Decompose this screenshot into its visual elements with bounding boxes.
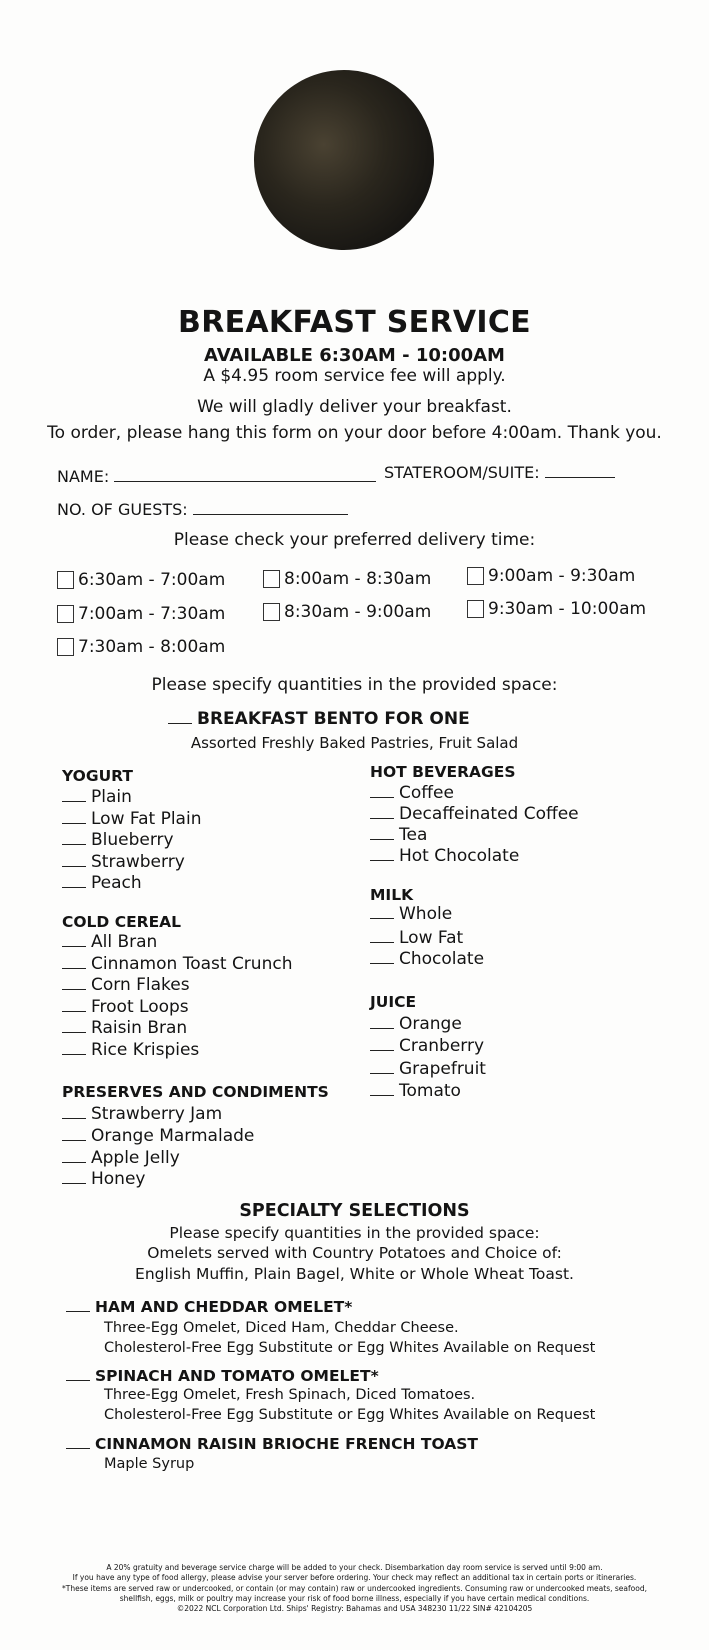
item-note: Cholesterol-Free Egg Substitute or Egg Whites Available on Request	[104, 1407, 596, 1423]
menu-item[interactable]: Rice Krispies	[62, 1040, 199, 1060]
guests-label: NO. OF GUESTS:	[57, 500, 188, 519]
slot-930-1000[interactable]: 9:30am - 10:00am	[467, 599, 646, 619]
specialty-sides: Omelets served with Country Potatoes and Choice of:	[147, 1244, 562, 1262]
quantity-blank[interactable]	[62, 830, 86, 845]
delivery-prompt: Please check your preferred delivery time:	[173, 530, 536, 550]
order-instructions: To order, please hang this form on your door before 4:00am. Thank you.	[47, 423, 662, 443]
category-milk: MILK	[370, 886, 414, 904]
menu-item[interactable]: Tomato	[370, 1081, 461, 1101]
menu-item[interactable]: Whole	[370, 904, 452, 924]
quantity-blank[interactable]	[370, 825, 394, 840]
checkbox[interactable]	[263, 570, 280, 588]
menu-item[interactable]: Hot Chocolate	[370, 846, 519, 866]
slot-730-800[interactable]: 7:30am - 8:00am	[57, 637, 225, 657]
menu-item[interactable]: Low Fat Plain	[62, 809, 201, 829]
menu-item[interactable]: Orange Marmalade	[62, 1126, 254, 1146]
fee-notice: A $4.95 room service fee will apply.	[203, 366, 506, 386]
stateroom-line[interactable]	[545, 463, 615, 478]
bento-item[interactable]: BREAKFAST BENTO FOR ONE	[168, 709, 470, 729]
checkbox[interactable]	[263, 603, 280, 621]
fine-print: A 20% gratuity and beverage service charge will be added to your check. Disembarkation day room service is served until 9:00 am. If you have any type of food allergy, please advise your server before ordering. Your check may reflect an additional tax in certain ports or itineraries. *These items are served raw or undercooked, or contain (or may contain) raw or undercooked ingredients. Consuming raw or undercooked meats, seafood, shellfish, eggs, milk or poultry may increase your risk of food borne illness, especially if you have certain medical conditions. ©2022 NCL Corporation Ltd. Ships' Registry: Bahamas and USA 348230 11/22 SIN# 42104205	[62, 1563, 647, 1614]
menu-item[interactable]: Honey	[62, 1169, 145, 1189]
slot-800-830[interactable]: 8:00am - 8:30am	[263, 569, 431, 589]
specialty-item[interactable]: CINNAMON RAISIN BRIOCHE FRENCH TOAST	[66, 1434, 478, 1453]
quantity-blank[interactable]	[370, 804, 394, 819]
category-hot-beverages: HOT BEVERAGES	[370, 763, 516, 781]
quantity-blank[interactable]	[370, 949, 394, 964]
quantity-blank[interactable]	[370, 783, 394, 798]
menu-item[interactable]: Tea	[370, 825, 427, 845]
delivery-notice: We will gladly deliver your breakfast.	[197, 397, 512, 417]
quantity-blank[interactable]	[168, 709, 192, 724]
menu-item[interactable]: Blueberry	[62, 830, 174, 850]
menu-item[interactable]: Apple Jelly	[62, 1148, 180, 1168]
stateroom-label: STATEROOM/SUITE:	[384, 463, 540, 482]
specialty-item[interactable]: SPINACH AND TOMATO OMELET*	[66, 1366, 379, 1385]
quantity-blank[interactable]	[62, 954, 86, 969]
logo-emblem	[242, 58, 445, 261]
item-note: Cholesterol-Free Egg Substitute or Egg Whites Available on Request	[104, 1340, 596, 1356]
specialty-prompt: Please specify quantities in the provided space:	[169, 1224, 540, 1242]
specialty-item[interactable]: HAM AND CHEDDAR OMELET*	[66, 1297, 352, 1316]
quantity-blank[interactable]	[370, 928, 394, 943]
menu-item[interactable]: Low Fat	[370, 928, 463, 948]
menu-item[interactable]: Cranberry	[370, 1036, 484, 1056]
bento-description: Assorted Freshly Baked Pastries, Fruit Salad	[190, 734, 519, 752]
specialty-title: SPECIALTY SELECTIONS	[239, 1201, 470, 1221]
menu-item[interactable]: Grapefruit	[370, 1059, 486, 1079]
menu-item[interactable]: Cinnamon Toast Crunch	[62, 954, 292, 974]
guests-field[interactable]	[57, 500, 348, 519]
slot-900-930[interactable]: 9:00am - 9:30am	[467, 566, 635, 586]
menu-item[interactable]: Peach	[62, 873, 142, 893]
item-description: Maple Syrup	[104, 1456, 195, 1472]
service-hours: AVAILABLE 6:30AM - 10:00AM	[204, 345, 505, 366]
checkbox[interactable]	[467, 567, 484, 585]
quantity-blank[interactable]	[62, 873, 86, 888]
category-preserves: PRESERVES AND CONDIMENTS	[62, 1083, 329, 1101]
menu-item[interactable]: Decaffeinated Coffee	[370, 804, 579, 824]
checkbox[interactable]	[57, 571, 74, 589]
quantity-blank[interactable]	[62, 997, 86, 1012]
quantity-blank[interactable]	[62, 1148, 86, 1163]
menu-item[interactable]: Coffee	[370, 783, 454, 803]
menu-item[interactable]: All Bran	[62, 932, 157, 952]
checkbox[interactable]	[467, 600, 484, 618]
checkbox[interactable]	[57, 605, 74, 623]
quantity-blank[interactable]	[370, 904, 394, 919]
quantity-blank[interactable]	[62, 787, 86, 802]
slot-700-730[interactable]: 7:00am - 7:30am	[57, 604, 225, 624]
quantity-blank[interactable]	[370, 1059, 394, 1074]
menu-item[interactable]: Strawberry Jam	[62, 1104, 222, 1124]
item-description: Three-Egg Omelet, Diced Ham, Cheddar Cheese.	[104, 1320, 459, 1336]
guests-line[interactable]	[193, 500, 348, 515]
quantity-blank[interactable]	[62, 852, 86, 867]
quantity-blank[interactable]	[66, 1434, 90, 1449]
checkbox[interactable]	[57, 638, 74, 656]
menu-item[interactable]: Raisin Bran	[62, 1018, 187, 1038]
quantity-blank[interactable]	[370, 1036, 394, 1051]
quantity-blank[interactable]	[370, 846, 394, 861]
quantity-blank[interactable]	[62, 1169, 86, 1184]
slot-630-700[interactable]: 6:30am - 7:00am	[57, 570, 225, 590]
quantity-blank[interactable]	[66, 1366, 90, 1381]
menu-item[interactable]: Orange	[370, 1014, 462, 1034]
category-cold-cereal: COLD CEREAL	[62, 913, 182, 931]
quantities-prompt: Please specify quantities in the provided space:	[151, 675, 558, 695]
category-yogurt: YOGURT	[62, 767, 133, 785]
quantity-blank[interactable]	[62, 975, 86, 990]
menu-item[interactable]: Strawberry	[62, 852, 185, 872]
quantity-blank[interactable]	[62, 809, 86, 824]
name-line[interactable]	[114, 467, 376, 482]
quantity-blank[interactable]	[62, 1018, 86, 1033]
item-description: Three-Egg Omelet, Fresh Spinach, Diced Tomatoes.	[104, 1387, 476, 1403]
name-field[interactable]	[57, 467, 376, 486]
specialty-bread: English Muffin, Plain Bagel, White or Whole Wheat Toast.	[135, 1265, 574, 1283]
slot-830-900[interactable]: 8:30am - 9:00am	[263, 602, 431, 622]
quantity-blank[interactable]	[370, 1014, 394, 1029]
category-juice: JUICE	[370, 993, 417, 1011]
quantity-blank[interactable]	[62, 932, 86, 947]
quantity-blank[interactable]	[370, 1081, 394, 1096]
menu-item[interactable]: Chocolate	[370, 949, 484, 969]
quantity-blank[interactable]	[66, 1297, 90, 1312]
quantity-blank[interactable]	[62, 1126, 86, 1141]
stateroom-field[interactable]	[384, 463, 615, 482]
quantity-blank[interactable]	[62, 1040, 86, 1055]
name-label: NAME:	[57, 467, 110, 486]
menu-item[interactable]: Froot Loops	[62, 997, 189, 1017]
quantity-blank[interactable]	[62, 1104, 86, 1119]
menu-item[interactable]: Corn Flakes	[62, 975, 190, 995]
menu-item[interactable]: Plain	[62, 787, 132, 807]
page-title: BREAKFAST SERVICE	[178, 305, 531, 340]
